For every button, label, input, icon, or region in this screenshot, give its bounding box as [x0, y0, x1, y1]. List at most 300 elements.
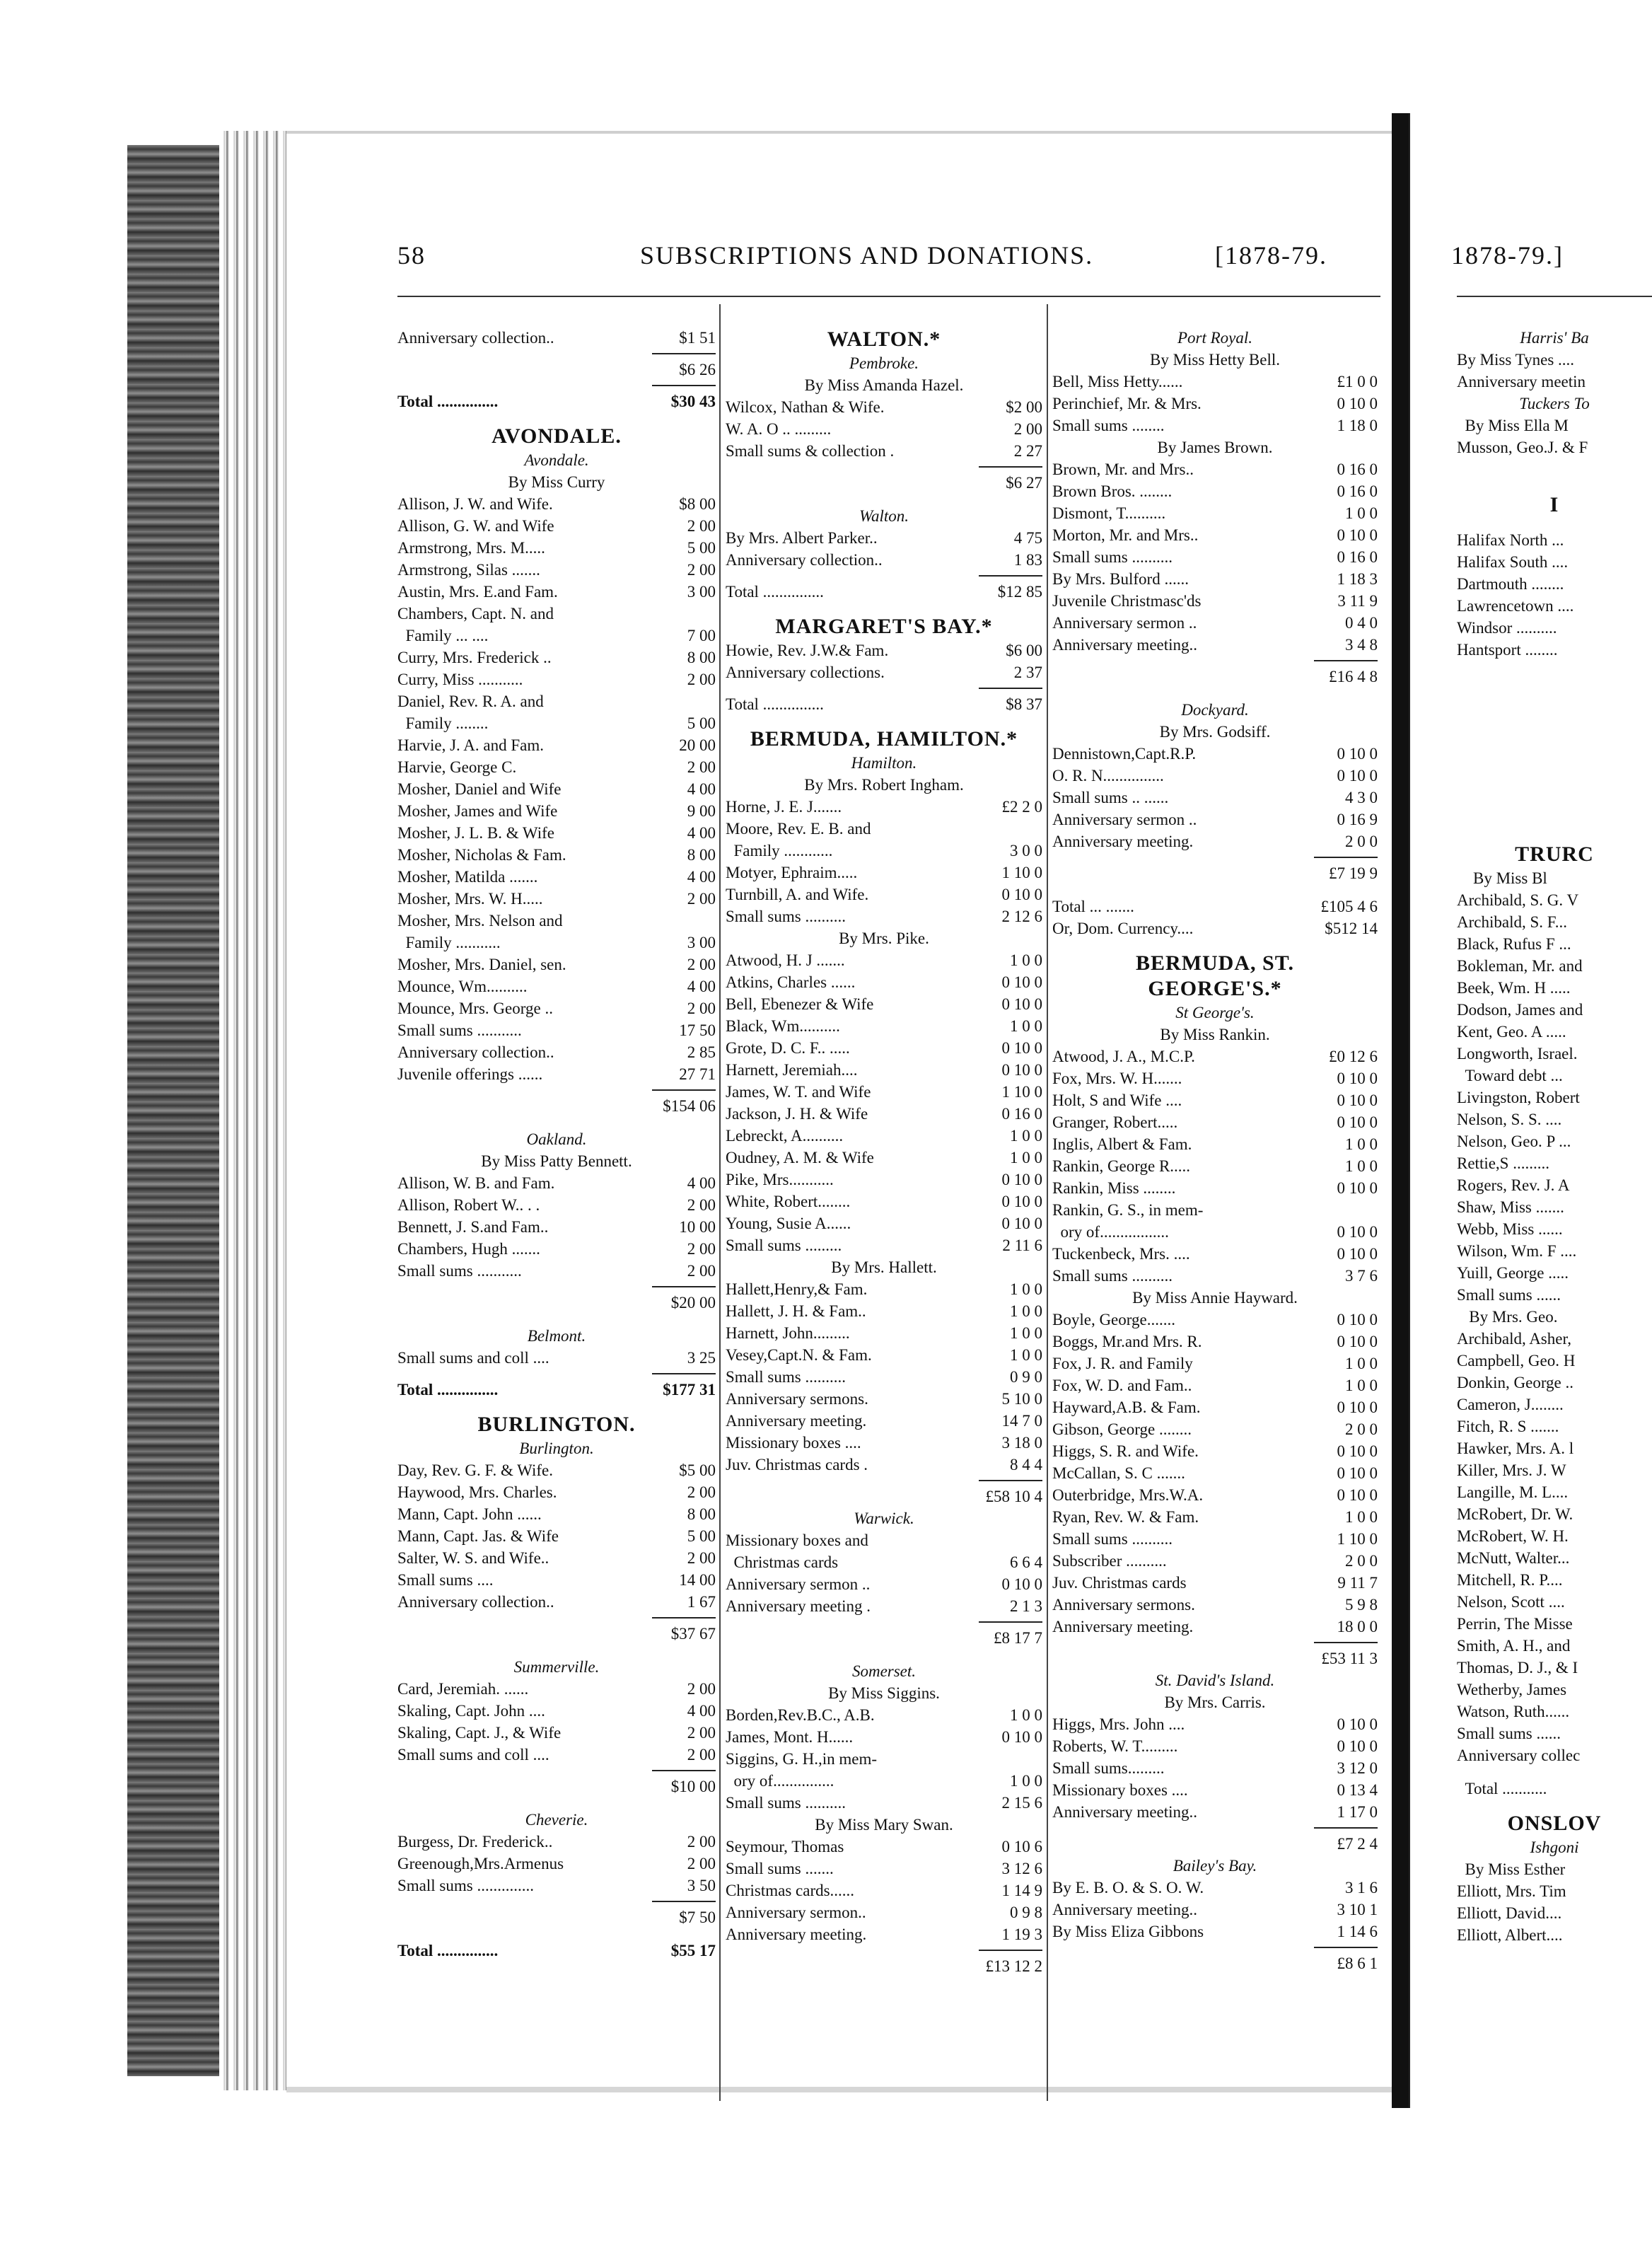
- collector-line: By Mrs. Robert Ingham.: [804, 776, 964, 794]
- entry-name: Atkins, Charles ......: [726, 973, 856, 991]
- location-heading: Somerset.: [851, 1662, 917, 1680]
- entry-name: McCallan, S. C .......: [1052, 1464, 1185, 1482]
- entry-name: Anniversary collection..: [726, 551, 883, 569]
- section-heading: ONSLOV: [1507, 1812, 1602, 1835]
- entry-name: O. R. N...............: [1052, 767, 1164, 784]
- spacer: [397, 1928, 716, 1940]
- ledger-entry: [1052, 1046, 1378, 1067]
- entry-name: Boggs, Mr.and Mrs. R.: [1052, 1333, 1202, 1350]
- column-3: [1052, 327, 1378, 1974]
- entry-name: Higgs, S. R. and Wife.: [1052, 1442, 1199, 1460]
- entry-name: Curry, Mrs. Frederick ..: [397, 649, 552, 666]
- ledger-entry: [1457, 1394, 1652, 1415]
- entry-name: Ryan, Rev. W. & Fam.: [1052, 1508, 1199, 1526]
- entry-name: Holt, S and Wife ....: [1052, 1091, 1182, 1109]
- ledger-entry: [1052, 502, 1378, 524]
- ledger-entry: [1457, 349, 1652, 371]
- entry-amount: 2 00: [687, 1724, 716, 1742]
- entry-name: Black, Rufus F ...: [1457, 935, 1571, 953]
- spacer: [1457, 763, 1652, 774]
- book-gutter: [1392, 113, 1409, 2108]
- entry-amount: 0 4 0: [1345, 614, 1378, 632]
- location-heading: Walton.: [859, 507, 909, 525]
- entry-amount: 4 00: [687, 1174, 716, 1192]
- entry-name: Missionary boxes ....: [1052, 1781, 1188, 1799]
- entry-amount: 1 0 0: [1345, 1355, 1378, 1372]
- ledger-entry: [1457, 1130, 1652, 1152]
- entry-name: Daniel, Rev. R. A. and: [397, 693, 544, 710]
- ledger-entry: [1052, 371, 1378, 393]
- section-heading: GEORGE'S.*: [1148, 977, 1282, 1000]
- entry-amount: 9 00: [687, 802, 716, 820]
- entry-name: Small sums .........: [726, 1237, 842, 1254]
- ledger-entry: [397, 537, 716, 559]
- entry-name: Anniversary collection..: [397, 1593, 554, 1611]
- entry-name: Seymour, Thomas: [726, 1838, 844, 1855]
- collector-line: By Mrs. Carris.: [1164, 1693, 1266, 1711]
- entry-name: Fox, Mrs. W. H.......: [1052, 1070, 1182, 1087]
- entry-name: Kent, Geo. A .....: [1457, 1023, 1566, 1041]
- location-heading: Warwick.: [854, 1510, 914, 1527]
- entry-name: Family ...........: [397, 934, 501, 951]
- entry-amount: 2 00: [687, 1855, 716, 1872]
- entry-name: Lawrencetown ....: [1457, 597, 1574, 615]
- entry-amount: £1 0 0: [1337, 373, 1378, 390]
- entry-amount: 2 37: [1013, 664, 1042, 681]
- spacer: [1052, 939, 1378, 951]
- entry-amount: 0 10 0: [1337, 395, 1378, 412]
- entry-name: Day, Rev. G. F. & Wife.: [397, 1461, 553, 1479]
- subtotal: £8 6 1: [1337, 1955, 1378, 1972]
- ledger-entry: [1457, 1778, 1652, 1800]
- ledger-entry: [1457, 436, 1652, 458]
- sum-rule: [1052, 852, 1378, 862]
- location-heading: Bailey's Bay.: [1173, 1857, 1257, 1875]
- entry-name: Small sums ......: [1457, 1286, 1561, 1304]
- spacer: [1457, 683, 1652, 695]
- ledger-entry: [1457, 889, 1652, 911]
- entry-amount: 27 71: [679, 1065, 716, 1083]
- entry-amount: 2 0 0: [1345, 1420, 1378, 1438]
- entry-name: McNutt, Walter...: [1457, 1549, 1570, 1567]
- entry-name: Boyle, George.......: [1052, 1311, 1175, 1328]
- ledger-entry: [397, 1459, 716, 1481]
- entry-name: Anniversary meeting.: [1052, 833, 1194, 850]
- ledger-entry: [726, 905, 1042, 927]
- entry-amount: 6 6 4: [1010, 1553, 1042, 1571]
- ledger-entry: [1052, 1309, 1378, 1331]
- entry-name: Haywood, Mrs. Charles.: [397, 1483, 557, 1501]
- ledger-entry: [1457, 1306, 1652, 1328]
- entry-name: Anniversary collection..: [397, 1043, 554, 1061]
- entry-amount: 0 16 0: [1337, 461, 1378, 478]
- entry-name: Total ...............: [397, 1381, 499, 1399]
- spacer: [726, 494, 1042, 505]
- entry-name: Burgess, Dr. Frederick..: [397, 1833, 553, 1851]
- ledger-entry: [1052, 1199, 1378, 1221]
- ledger-entry: [1457, 1701, 1652, 1722]
- entry-name: Skaling, Capt. John ....: [397, 1702, 545, 1720]
- ledger-entry: [1457, 415, 1652, 436]
- entry-name: Subscriber ..........: [1052, 1552, 1167, 1570]
- entry-name: Moore, Rev. E. B. and: [726, 820, 871, 838]
- entry-name: Rankin, Miss ........: [1052, 1179, 1176, 1197]
- ledger-entry: [726, 1923, 1042, 1945]
- entry-name: Salter, W. S. and Wife..: [397, 1549, 549, 1567]
- entry-name: Dartmouth ........: [1457, 575, 1564, 593]
- entry-name: Family ........: [397, 714, 489, 732]
- spacer: [1457, 740, 1652, 751]
- collector-line: By Miss Curry: [508, 473, 605, 491]
- ledger-entry: [1052, 1221, 1378, 1243]
- entry-amount: 1 0 0: [1010, 1346, 1042, 1364]
- ledger-entry: [1457, 1437, 1652, 1459]
- entry-amount: 0 13 4: [1337, 1781, 1378, 1799]
- entry-amount: 1 14 9: [1001, 1882, 1042, 1899]
- entry-name: Small sums ..............: [397, 1877, 534, 1894]
- ledger-entry: [1052, 1111, 1378, 1133]
- ledger-entry: [1052, 917, 1378, 939]
- entry-name: Hayward,A.B. & Fam.: [1052, 1399, 1201, 1416]
- sum-rule: [397, 1766, 716, 1776]
- ledger-entry: [397, 668, 716, 690]
- entry-amount: 2 0 0: [1345, 1552, 1378, 1570]
- sum-rule: [726, 683, 1042, 693]
- location-heading: St. David's Island.: [1155, 1672, 1275, 1689]
- entry-name: Anniversary meeting .: [726, 1597, 871, 1615]
- entry-name: Juv. Christmas cards .: [726, 1456, 868, 1473]
- ledger-entry: [397, 1194, 716, 1216]
- ledger-entry: [726, 1366, 1042, 1388]
- ledger-entry: [397, 1569, 716, 1591]
- ledger-entry: [726, 993, 1042, 1015]
- entry-amount: $512 14: [1325, 920, 1378, 937]
- collector-line: By Miss Rankin.: [1160, 1026, 1270, 1043]
- entry-amount: 3 00: [687, 934, 716, 951]
- entry-name: By Miss Eliza Gibbons: [1052, 1923, 1204, 1940]
- ledger-entry: [726, 1901, 1042, 1923]
- spacer: [726, 1649, 1042, 1660]
- entry-name: Mosher, J. L. B. & Wife: [397, 824, 554, 842]
- ledger-entry: [397, 888, 716, 910]
- entry-name: Mosher, James and Wife: [397, 802, 558, 820]
- entry-name: Inglis, Albert & Fam.: [1052, 1135, 1192, 1153]
- entry-amount: 0 10 0: [1337, 1464, 1378, 1482]
- entry-name: By Mrs. Albert Parker..: [726, 529, 878, 547]
- entry-name: Elliott, Albert....: [1457, 1926, 1563, 1944]
- entry-name: Harnett, Jeremiah....: [726, 1061, 858, 1079]
- spacer: [1457, 774, 1652, 785]
- location-heading: Oakland.: [526, 1130, 587, 1148]
- entry-amount: 4 00: [687, 978, 716, 995]
- entry-name: Small sums ........: [1052, 417, 1165, 434]
- entry-amount: 5 00: [687, 1527, 716, 1545]
- entry-name: Young, Susie A......: [726, 1215, 851, 1232]
- ledger-entry: [1052, 612, 1378, 634]
- entry-amount: 0 10 0: [1001, 1728, 1042, 1746]
- entry-name: Christmas cards......: [726, 1882, 855, 1899]
- ledger-entry: [397, 1503, 716, 1525]
- spacer: [1457, 785, 1652, 797]
- entry-amount: 1 0 0: [1010, 1280, 1042, 1298]
- spacer: [1457, 819, 1652, 830]
- entry-name: Small sums ..........: [726, 1794, 846, 1812]
- section-heading: AVONDALE.: [491, 424, 622, 448]
- entry-name: Small sums .. ......: [1052, 789, 1169, 806]
- entry-name: James, W. T. and Wife: [726, 1083, 871, 1101]
- entry-name: Anniversary meeting..: [1052, 1803, 1198, 1821]
- entry-amount: $1 51: [679, 329, 716, 347]
- ledger-entry: [1052, 1550, 1378, 1572]
- ledger-entry: [1457, 1328, 1652, 1350]
- entry-name: Atwood, J. A., M.C.P.: [1052, 1048, 1195, 1065]
- entry-name: Brown Bros. ........: [1052, 482, 1173, 500]
- ledger-entry: [1457, 551, 1652, 573]
- entry-name: Greenough,Mrs.Armenus: [397, 1855, 564, 1872]
- entry-name: Family ............: [726, 842, 833, 859]
- ledger-entry: [397, 625, 716, 647]
- entry-amount: 2 0 0: [1345, 833, 1378, 850]
- entry-amount: 2 00: [687, 517, 716, 535]
- location-heading: Dockyard.: [1181, 701, 1249, 719]
- entry-name: Wetherby, James: [1457, 1681, 1567, 1698]
- entry-name: Turnbill, A. and Wife.: [726, 886, 869, 903]
- ledger-entry: [1052, 1713, 1378, 1735]
- entry-amount: 14 00: [679, 1571, 716, 1589]
- entry-name: Mounce, Mrs. George ..: [397, 1000, 553, 1017]
- entry-name: Juvenile offerings ......: [397, 1065, 543, 1083]
- column-divider: [1047, 304, 1048, 2101]
- ledger-entry: [1457, 1613, 1652, 1635]
- entry-name: Thomas, D. J., & I: [1457, 1659, 1578, 1677]
- ledger-entry: [1457, 1087, 1652, 1108]
- entry-amount: 0 10 0: [1337, 767, 1378, 784]
- entry-name: Gibson, George ........: [1052, 1420, 1192, 1438]
- spacer: [726, 603, 1042, 614]
- section-heading: I: [1549, 493, 1559, 516]
- ledger-entry: [397, 1063, 716, 1085]
- entry-amount: 0 10 0: [1001, 1193, 1042, 1210]
- entry-name: Killer, Mrs. J. W: [1457, 1461, 1566, 1479]
- spacer: [397, 1117, 716, 1128]
- entry-amount: 2 00: [1013, 420, 1042, 438]
- entry-name: Curry, Miss ...........: [397, 671, 523, 688]
- ledger-entry: [726, 1278, 1042, 1300]
- ledger-entry: [397, 515, 716, 537]
- header-rule: [397, 296, 1380, 297]
- entry-amount: 8 00: [687, 1505, 716, 1523]
- entry-name: Harvie, J. A. and Fam.: [397, 736, 544, 754]
- entry-amount: 2 00: [687, 890, 716, 908]
- sum-rule: [397, 381, 716, 390]
- ledger-entry: [397, 647, 716, 668]
- ledger-entry: [1052, 1757, 1378, 1779]
- location-heading: Hamilton.: [851, 754, 917, 772]
- ledger-entry: [1052, 896, 1378, 917]
- entry-name: Anniversary sermon ..: [1052, 614, 1197, 632]
- spacer: [1457, 458, 1652, 470]
- ledger-entry: [1052, 1594, 1378, 1616]
- entry-name: Mosher, Mrs. Nelson and: [397, 912, 563, 930]
- entry-name: Horne, J. E. J.......: [726, 798, 842, 816]
- entry-amount: 3 1 6: [1345, 1879, 1378, 1897]
- entry-amount: 1 0 0: [1345, 1508, 1378, 1526]
- ledger-entry: [397, 1260, 716, 1282]
- ledger-entry: [726, 1234, 1042, 1256]
- ledger-entry: [1457, 911, 1652, 933]
- ledger-entry: [1052, 1418, 1378, 1440]
- entry-amount: 1 0 0: [1010, 1772, 1042, 1790]
- entry-amount: 5 00: [687, 714, 716, 732]
- entry-name: W. A. O .. .........: [726, 420, 832, 438]
- ledger-entry: [1052, 480, 1378, 502]
- entry-name: Armstrong, Mrs. M.....: [397, 539, 545, 557]
- entry-amount: 0 10 0: [1001, 1061, 1042, 1079]
- subtotal: $20 00: [670, 1294, 716, 1311]
- ledger-entry: [1052, 1921, 1378, 1942]
- entry-amount: 10 00: [679, 1218, 716, 1236]
- ledger-entry: [1457, 1372, 1652, 1394]
- entry-name: Anniversary meeting..: [1052, 636, 1198, 654]
- entry-name: Mosher, Matilda .......: [397, 868, 538, 886]
- entry-amount: 5 00: [687, 539, 716, 557]
- location-heading: Ishgoni: [1530, 1838, 1579, 1856]
- entry-name: Rogers, Rev. J. A: [1457, 1176, 1570, 1194]
- spacer: [1457, 661, 1652, 672]
- entry-amount: 3 00: [687, 583, 716, 601]
- entry-amount: 0 10 0: [1337, 1113, 1378, 1131]
- entry-amount: 1 0 0: [1010, 1302, 1042, 1320]
- entry-amount: 0 10 0: [1001, 1215, 1042, 1232]
- entry-name: Fitch, R. S .......: [1457, 1418, 1559, 1435]
- ledger-entry: [1052, 1067, 1378, 1089]
- ledger-entry: [397, 327, 716, 349]
- ledger-entry: [1052, 1133, 1378, 1155]
- entry-amount: 3 50: [687, 1877, 716, 1894]
- ledger-entry: [1457, 1525, 1652, 1547]
- location-heading: Avondale.: [524, 451, 589, 469]
- ledger-entry: [726, 1726, 1042, 1748]
- ledger-entry: [1052, 1177, 1378, 1199]
- entry-name: Small sums and coll ....: [397, 1746, 549, 1764]
- entry-name: Anniversary collection..: [397, 329, 554, 347]
- entry-amount: 1 0 0: [1010, 1149, 1042, 1166]
- entry-amount: £2 2 0: [1001, 798, 1042, 816]
- entry-name: Granger, Robert.....: [1052, 1113, 1178, 1131]
- entry-amount: 0 10 0: [1337, 1486, 1378, 1504]
- spacer: [1457, 518, 1652, 529]
- ledger-entry: [1052, 1616, 1378, 1638]
- entry-amount: 2 00: [687, 671, 716, 688]
- entry-amount: 8 00: [687, 846, 716, 864]
- ledger-entry: [397, 932, 716, 954]
- entry-name: Longworth, Israel.: [1457, 1045, 1578, 1062]
- entry-amount: £0 12 6: [1329, 1048, 1378, 1065]
- entry-amount: 0 10 0: [1337, 1311, 1378, 1328]
- ledger-entry: [726, 1081, 1042, 1103]
- entry-name: White, Robert........: [726, 1193, 851, 1210]
- subtotal: $7 50: [679, 1909, 716, 1926]
- entry-name: Smith, A. H., and: [1457, 1637, 1571, 1655]
- entry-name: Card, Jeremiah. ......: [397, 1680, 529, 1698]
- subtotal: $10 00: [670, 1778, 716, 1795]
- entry-amount: 0 10 0: [1337, 1333, 1378, 1350]
- entry-name: Beek, Wm. H .....: [1457, 979, 1571, 997]
- entry-amount: 4 75: [1013, 529, 1042, 547]
- ledger-entry: [726, 1388, 1042, 1410]
- ledger-entry: [1052, 1528, 1378, 1550]
- entry-name: Allison, W. B. and Fam.: [397, 1174, 555, 1192]
- entry-name: Missionary boxes ....: [726, 1434, 861, 1452]
- ledger-entry: [726, 418, 1042, 440]
- entry-name: Webb, Miss ......: [1457, 1220, 1563, 1238]
- collector-line: By James Brown.: [1157, 439, 1273, 456]
- spacer: [1457, 672, 1652, 683]
- location-heading: Belmont.: [527, 1327, 586, 1345]
- ledger-entry: [726, 693, 1042, 715]
- entry-name: James, Mont. H......: [726, 1728, 854, 1746]
- ledger-entry: [397, 1481, 716, 1503]
- entry-name: Watson, Ruth......: [1457, 1703, 1570, 1720]
- ledger-entry: [1052, 568, 1378, 590]
- entry-amount: 1 0 0: [1345, 1377, 1378, 1394]
- entry-amount: 0 10 0: [1337, 1245, 1378, 1263]
- entry-name: Fox, J. R. and Family: [1052, 1355, 1193, 1372]
- entry-amount: 0 16 9: [1337, 811, 1378, 828]
- entry-name: Roberts, W. T.........: [1052, 1737, 1178, 1755]
- location-heading: Burlington.: [519, 1440, 594, 1457]
- ledger-entry: [726, 639, 1042, 661]
- entry-name: Total ...............: [726, 583, 824, 601]
- entry-name: Musson, Geo.J. & F: [1457, 439, 1588, 456]
- sum-rule: [397, 1282, 716, 1292]
- section-heading: BURLINGTON.: [477, 1413, 636, 1436]
- entry-amount: 0 10 0: [1337, 1715, 1378, 1733]
- entry-amount: $2 00: [1006, 398, 1042, 416]
- subtotal: £53 11 3: [1321, 1650, 1378, 1667]
- ledger-entry: [397, 1379, 716, 1401]
- entry-name: Mosher, Mrs. Daniel, sen.: [397, 956, 566, 973]
- entry-amount: 0 10 0: [1337, 1070, 1378, 1087]
- ledger-entry: [397, 1700, 716, 1722]
- entry-name: Harnett, John.........: [726, 1324, 850, 1342]
- entry-name: Windsor ..........: [1457, 619, 1557, 637]
- spacer: [1457, 751, 1652, 763]
- entry-name: Anniversary collec: [1457, 1747, 1581, 1764]
- ledger-entry: [1457, 1635, 1652, 1657]
- entry-name: Dismont, T..........: [1052, 504, 1166, 522]
- ledger-entry: [726, 1059, 1042, 1081]
- spacer: [1457, 1800, 1652, 1811]
- ledger-entry: [726, 1147, 1042, 1169]
- entry-amount: 7 00: [687, 627, 716, 644]
- subtotal: £13 12 2: [985, 1957, 1042, 1975]
- entry-name: Halifax South ....: [1457, 553, 1569, 571]
- subtotal: £16 4 8: [1329, 668, 1378, 685]
- ledger-entry: [397, 690, 716, 712]
- entry-name: Armstrong, Silas .......: [397, 561, 540, 579]
- ledger-entry: [1052, 809, 1378, 830]
- entry-name: Small sums ..........: [1052, 1530, 1173, 1548]
- subtotal: £58 10 4: [985, 1488, 1042, 1505]
- entry-amount: 3 10 1: [1337, 1901, 1378, 1918]
- entry-amount: 0 9 0: [1010, 1368, 1042, 1386]
- ledger-entry: [1052, 1735, 1378, 1757]
- entry-amount: $6 00: [1006, 642, 1042, 659]
- ledger-entry: [1457, 1744, 1652, 1766]
- entry-name: Rettie,S .........: [1457, 1154, 1549, 1172]
- entry-name: Christmas cards: [726, 1553, 839, 1571]
